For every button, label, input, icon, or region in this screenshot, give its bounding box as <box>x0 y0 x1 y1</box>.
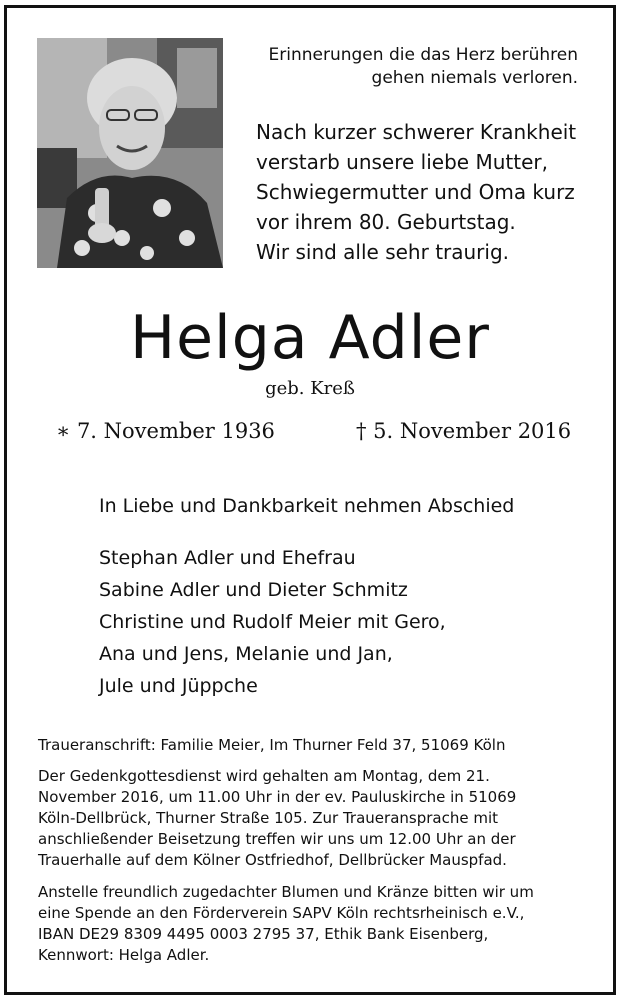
intro-text <box>256 117 586 267</box>
farewell-line: In Liebe und Dankbarkeit nehmen Abschied <box>99 495 515 517</box>
intro-line: Wir sind alle sehr traurig. <box>256 240 510 264</box>
memorial-quote <box>250 44 578 90</box>
portrait-photo <box>37 38 223 268</box>
donation-line: Anstelle freundlich zugedachter Blumen und Kränze bitten wir um <box>38 883 534 901</box>
donation-line: eine Spende an den Förderverein SAPV Köln rechtsrheinisch e.V., <box>38 904 525 922</box>
mourner-line: Ana und Jens, Melanie und Jan, <box>99 643 393 665</box>
donation-paragraph <box>38 882 580 966</box>
service-paragraph <box>38 766 580 871</box>
service-line: Köln-Dellbrück, Thurner Straße 105. Zur Traueransprache mit <box>38 809 498 827</box>
service-line: Trauerhalle auf dem Kölner Ostfriedhof, Dellbrücker Mauspfad. <box>38 851 507 869</box>
intro-line: verstarb unsere liebe Mutter, <box>256 150 548 174</box>
deceased-name: Helga Adler <box>130 303 490 373</box>
mourner-line: Jule und Jüppche <box>99 675 258 697</box>
service-line: November 2016, um 11.00 Uhr in der ev. Pauluskirche in 51069 <box>38 788 517 806</box>
mourners-list <box>99 542 446 702</box>
death-date: † 5. November 2016 <box>356 419 572 443</box>
mourning-address: Traueranschrift: Familie Meier, Im Thurner Feld 37, 51069 Köln <box>38 736 506 754</box>
mourner-line: Christine und Rudolf Meier mit Gero, <box>99 611 446 633</box>
service-line: anschließender Beisetzung treffen wir uns um 12.00 Uhr an der <box>38 830 516 848</box>
intro-line: Nach kurzer schwerer Krankheit <box>256 120 577 144</box>
mourner-line: Sabine Adler und Dieter Schmitz <box>99 579 408 601</box>
mourner-line: Stephan Adler und Ehefrau <box>99 547 356 569</box>
donation-line: IBAN DE29 8309 4495 0003 2795 37, Ethik Bank Eisenberg, <box>38 925 489 943</box>
donation-line: Kennwort: Helga Adler. <box>38 946 210 964</box>
quote-line-1: Erinnerungen die das Herz berühren <box>268 45 578 65</box>
birth-name: geb. Kreß <box>265 378 355 399</box>
quote-line-2: gehen niemals verloren. <box>371 68 578 88</box>
service-line: Der Gedenkgottesdienst wird gehalten am Montag, dem 21. <box>38 767 490 785</box>
intro-line: vor ihrem 80. Geburtstag. <box>256 210 516 234</box>
intro-line: Schwiegermutter und Oma kurz <box>256 180 575 204</box>
birth-date: ∗ 7. November 1936 <box>56 419 275 443</box>
